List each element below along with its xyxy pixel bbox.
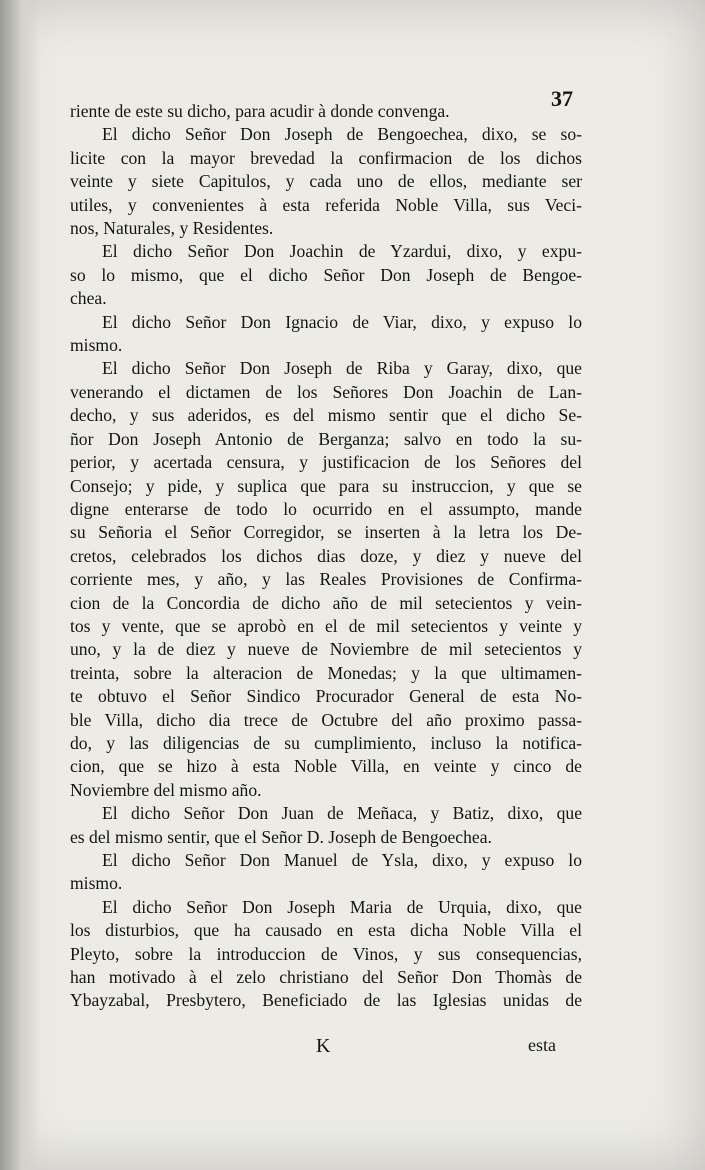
text-line: uno, y la de diez y nueve de Noviembre de mil setecientos y	[70, 639, 582, 660]
text-line: El dicho Señor Don Joseph de Riba y Garay, dixo, que	[102, 358, 582, 379]
text-line: cretos, celebrados los dichos dias doze, y diez y nueve del	[70, 545, 582, 566]
text-line: El dicho Señor Don Joseph Maria de Urquia, dixo, que	[102, 896, 582, 917]
body-text	[70, 100, 582, 1013]
text-line: treinta, sobre la alteracion de Monedas; y la que ultimamen-	[70, 662, 582, 683]
text-line: te obtuvo el Señor Sindico Procurador General de esta No-	[70, 686, 582, 707]
text-line: licite con la mayor brevedad la confirmacion de los dichos	[70, 147, 582, 168]
text-line: mismo.	[70, 873, 123, 894]
text-line: cion, que se hizo à esta Noble Villa, en veinte y cinco de	[70, 756, 582, 777]
text-line: Ybayzabal, Presbytero, Beneficiado de las Iglesias unidas de	[70, 990, 582, 1011]
text-line: han motivado à el zelo christiano del Señor Don Thomàs de	[70, 967, 582, 988]
text-line: Pleyto, sobre la introduccion de Vinos, y sus consequencias,	[70, 943, 582, 964]
page-footer	[0, 1035, 705, 1065]
text-line: ble Villa, dicho dia trece de Octubre del año proximo passa-	[70, 709, 582, 730]
text-line: perior, y acertada censura, y justificacion de los Señores del	[70, 452, 582, 473]
text-line: veinte y siete Capitulos, y cada uno de ellos, mediante ser	[70, 171, 582, 192]
text-line: utiles, y convenientes à esta referida Noble Villa, sus Veci-	[70, 194, 582, 215]
text-line: su Señoria el Señor Corregidor, se inserten à la letra los De-	[70, 522, 582, 543]
text-line: cion de la Concordia de dicho año de mil setecientos y vein-	[70, 592, 582, 613]
text-line: venerando el dictamen de los Señores Don Joachin de Lan-	[70, 381, 582, 402]
signature-mark: K	[316, 1035, 331, 1057]
catchword: esta	[528, 1035, 556, 1055]
text-line: riente de este su dicho, para acudir à donde convenga.	[70, 101, 450, 121]
text-line: es del mismo sentir, que el Señor D. Joseph de Bengoechea.	[70, 826, 492, 847]
text-line: digne enterarse de todo lo ocurrido en el assumpto, mande	[70, 498, 582, 519]
text-line: El dicho Señor Don Juan de Meñaca, y Batiz, dixo, que	[102, 803, 582, 824]
text-line: El dicho Señor Don Joseph de Bengoechea, dixo, se so-	[102, 124, 582, 145]
text-line: El dicho Señor Don Ignacio de Viar, dixo, y expuso lo	[102, 311, 582, 332]
text-line: los disturbios, que ha causado en esta dicha Noble Villa el	[70, 920, 582, 941]
text-line: Noviembre del mismo año.	[70, 779, 262, 800]
text-line: El dicho Señor Don Manuel de Ysla, dixo, y expuso lo	[102, 850, 582, 870]
text-line: El dicho Señor Don Joachin de Yzardui, dixo, y expu-	[102, 241, 582, 262]
text-line: mismo.	[70, 335, 123, 356]
text-line: tos y vente, que se aprobò en el de mil setecientos y veinte y	[70, 615, 582, 636]
text-line: chea.	[70, 288, 107, 309]
text-line: nos, Naturales, y Residentes.	[70, 218, 274, 239]
page-gutter-shadow	[0, 0, 40, 1170]
text-line: do, y las diligencias de su cumplimiento, incluso la notifica-	[70, 732, 582, 753]
text-line: decho, y sus aderidos, es del mismo sentir que el dicho Se-	[70, 405, 582, 426]
text-line: corriente mes, y año, y las Reales Provisiones de Confirma-	[70, 569, 582, 590]
text-line: so lo mismo, que el dicho Señor Don Joseph de Bengoe-	[70, 264, 582, 285]
page-number: 37	[551, 86, 573, 111]
text-line: ñor Don Joseph Antonio de Berganza; salvo en todo la su-	[70, 428, 582, 449]
text-line: Consejo; y pide, y suplica que para su instruccion, y que se	[70, 475, 582, 496]
